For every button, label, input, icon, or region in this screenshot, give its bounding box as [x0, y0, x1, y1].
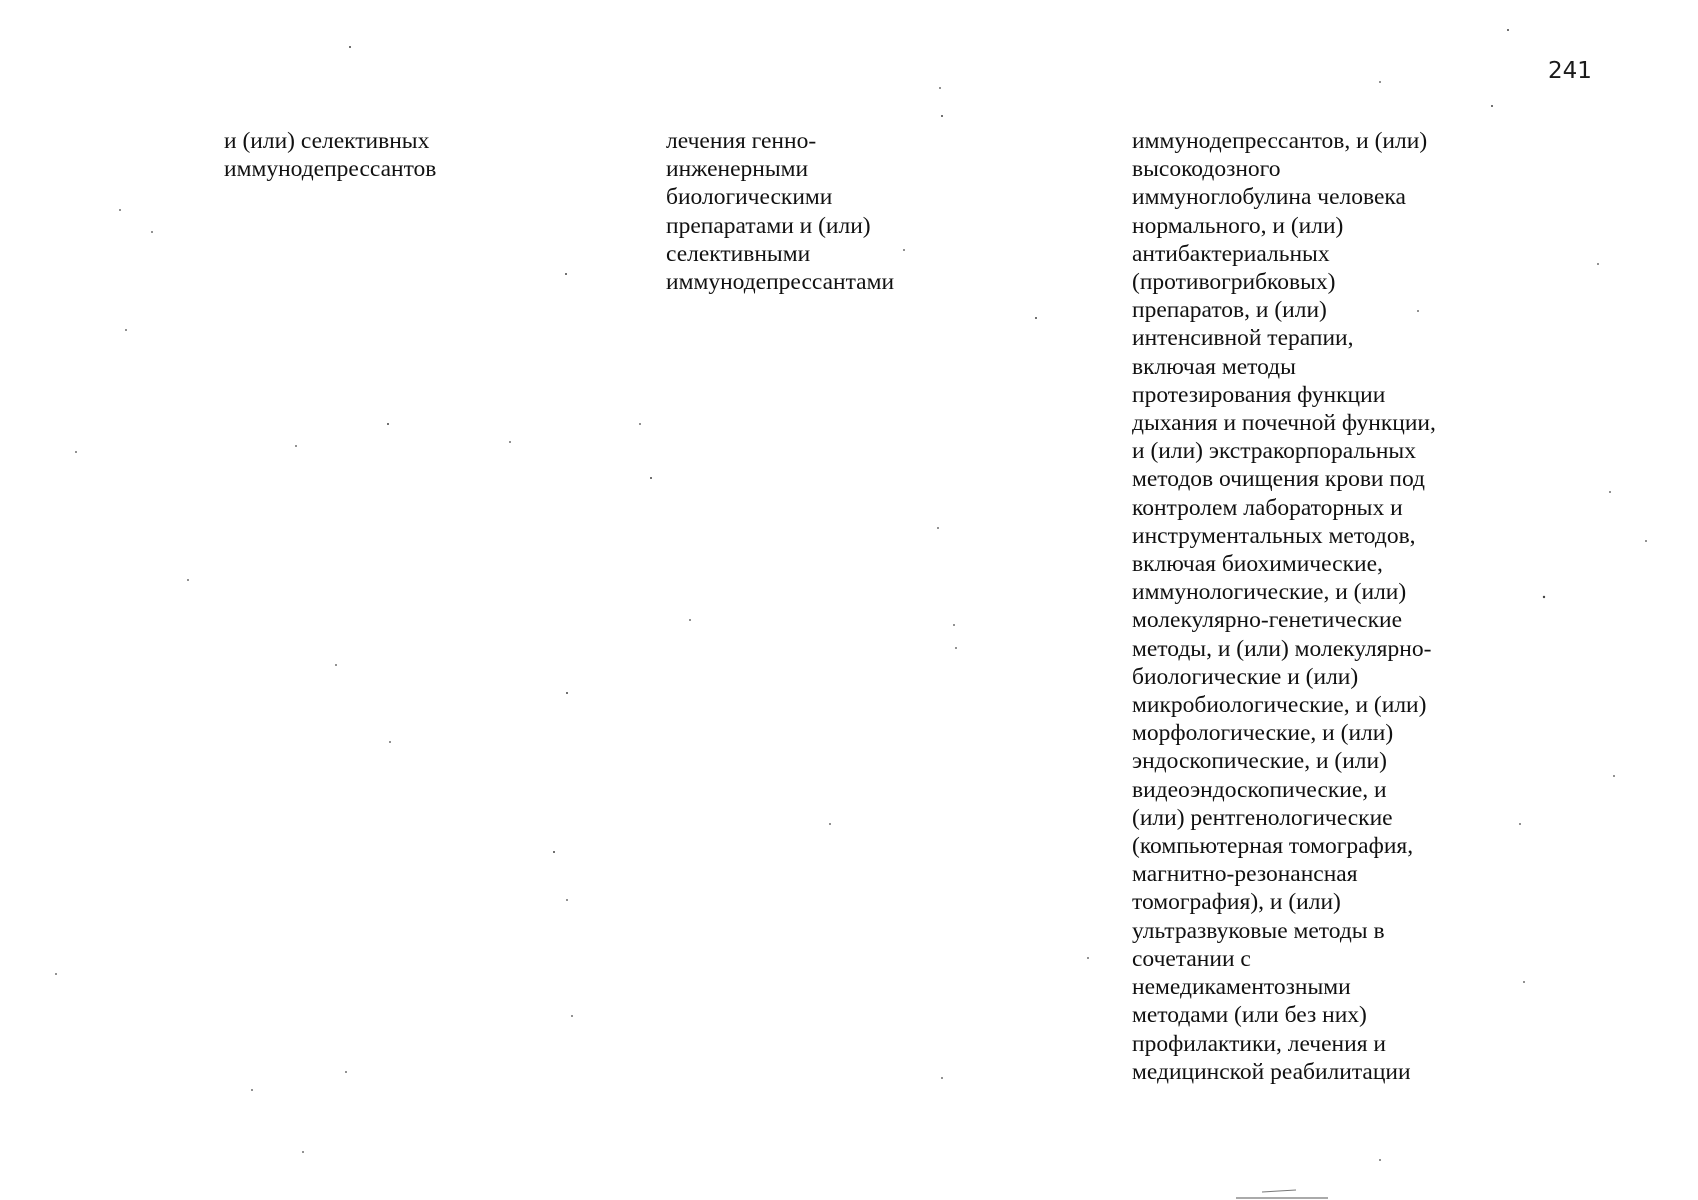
text-line: молекулярно-генетические: [1132, 607, 1403, 634]
page-number: 241: [1548, 58, 1592, 84]
text-line: инженерными: [666, 156, 809, 183]
text-line: немедикаментозными: [1132, 974, 1351, 1001]
table-cell-column-2: [666, 127, 894, 296]
table-cell-column-3: [1132, 127, 1436, 1086]
text-line: профилактики, лечения и: [1132, 1030, 1386, 1057]
text-line: контролем лабораторных и: [1132, 494, 1403, 521]
text-line: биологическими: [666, 184, 833, 211]
text-line: томография), и (или): [1132, 889, 1341, 916]
text-line: (или) рентгенологические: [1132, 804, 1393, 831]
text-line: антибактериальных: [1132, 240, 1330, 267]
text-line: интенсивной терапии,: [1132, 325, 1354, 352]
text-line: ультразвуковые методы в: [1132, 917, 1385, 944]
text-line: инструментальных методов,: [1132, 522, 1416, 549]
text-line: методы, и (или) молекулярно-: [1132, 635, 1432, 662]
text-line: иммуноглобулина человека: [1132, 184, 1406, 211]
text-line: методов очищения крови под: [1132, 466, 1425, 493]
text-line: (компьютерная томография,: [1132, 833, 1414, 860]
table-cell-column-1: [224, 127, 436, 183]
text-line: включая биохимические,: [1132, 551, 1383, 578]
text-line: иммунодепрессантов: [224, 156, 437, 183]
text-line: биологические и (или): [1132, 663, 1359, 690]
text-line: видеоэндоскопические, и: [1132, 776, 1387, 803]
text-line: дыхания и почечной функции,: [1132, 410, 1436, 437]
text-line: магнитно-резонансная: [1132, 861, 1358, 888]
text-line: (противогрибковых): [1132, 269, 1336, 296]
text-line: микробиологические, и (или): [1132, 692, 1427, 719]
text-line: протезирования функции: [1132, 381, 1386, 408]
text-line: и (или) экстракорпоральных: [1132, 438, 1416, 465]
text-line: и (или) селективных: [224, 128, 430, 154]
text-line: селективными: [666, 240, 811, 267]
text-line: морфологические, и (или): [1132, 720, 1394, 747]
text-line: препаратов, и (или): [1132, 297, 1327, 324]
text-line: иммунологические, и (или): [1132, 579, 1407, 606]
text-line: эндоскопические, и (или): [1132, 748, 1387, 775]
text-line: иммунодепрессантов, и (или): [1132, 128, 1428, 154]
text-line: методами (или без них): [1132, 1002, 1367, 1029]
text-line: сочетании с: [1132, 945, 1251, 972]
text-line: медицинской реабилитации: [1132, 1058, 1411, 1085]
text-line: нормального, и (или): [1132, 212, 1344, 239]
text-line: лечения генно-: [666, 128, 817, 154]
text-line: высокодозного: [1132, 156, 1281, 183]
text-line: включая методы: [1132, 353, 1296, 380]
text-line: иммунодепрессантами: [666, 269, 895, 296]
text-line: препаратами и (или): [666, 212, 871, 239]
